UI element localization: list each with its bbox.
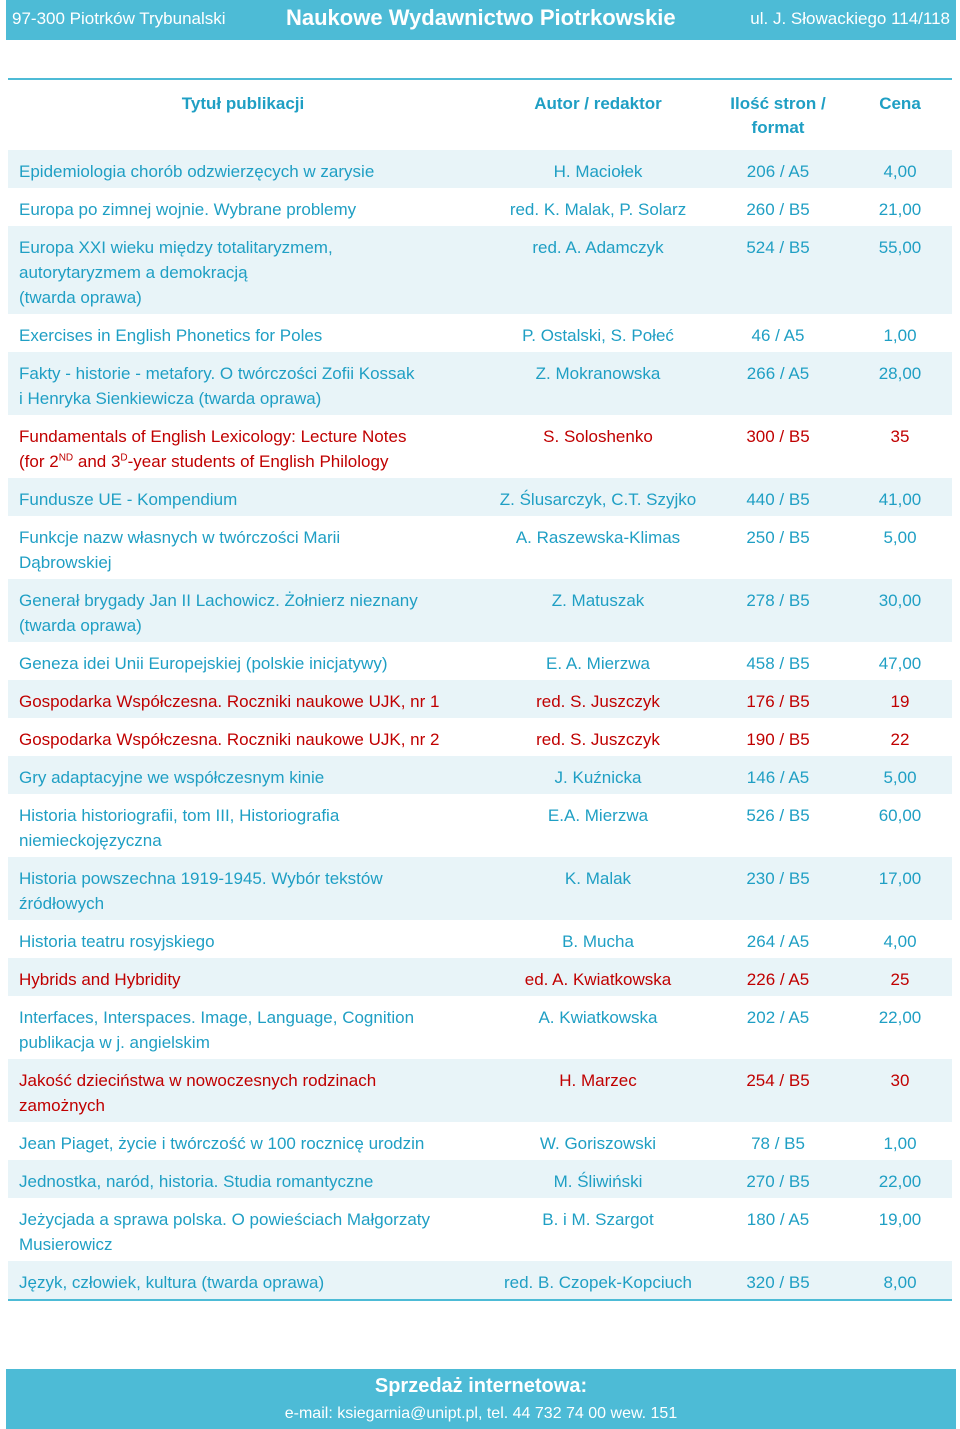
publication-price: 4,00 (883, 932, 917, 951)
column-header-author: Autor / redaktor (534, 94, 662, 113)
publication-price: 1,00 (883, 326, 917, 345)
publication-title (19, 651, 474, 676)
publication-pages: 230 / B5 (746, 869, 810, 888)
publication-title (19, 1207, 474, 1257)
table-row (8, 958, 952, 996)
title-fragment-sup2: D (120, 452, 128, 464)
publication-author: W. Goriszowski (539, 1134, 657, 1153)
column-header-pages (708, 92, 848, 140)
table-row (8, 1059, 952, 1122)
publication-title (19, 967, 474, 992)
publication-author: A. Raszewska-Klimas (515, 528, 681, 547)
publication-pages: 78 / B5 (751, 1134, 805, 1153)
publication-author: E.A. Mierzwa (547, 806, 649, 825)
publication-title (19, 1270, 474, 1295)
table-row (8, 1198, 952, 1261)
title-line: (twarda oprawa) (19, 288, 142, 307)
publication-title (19, 323, 474, 348)
publication-pages: 202 / A5 (746, 1008, 810, 1027)
title-line-superscript (19, 452, 388, 471)
table-row (8, 794, 952, 857)
publication-pages: 458 / B5 (746, 654, 810, 673)
title-line: i Henryka Sienkiewicza (twarda oprawa) (19, 389, 322, 408)
table-row (8, 920, 952, 958)
publication-pages: 190 / B5 (746, 730, 810, 749)
table-row (8, 756, 952, 794)
title-line: publikacja w j. angielskim (19, 1033, 210, 1052)
publication-title (19, 1169, 474, 1194)
publication-pages: 146 / A5 (746, 768, 810, 787)
publication-pages: 254 / B5 (746, 1071, 810, 1090)
publication-author: S. Soloshenko (543, 427, 653, 446)
publication-author: J. Kuźnicka (554, 768, 642, 787)
address-left: 97-300 Piotrków Trybunalski (12, 9, 226, 28)
footer-banner (6, 1369, 956, 1429)
title-line: Jeżycjada a sprawa polska. O powieściach Małgorzaty (19, 1210, 431, 1229)
table-row (8, 415, 952, 478)
publication-price: 17,00 (878, 869, 922, 888)
table-row (8, 352, 952, 415)
title-line: Interfaces, Interspaces. Image, Language, Cognition (19, 1008, 415, 1027)
title-line: Hybrids and Hybridity (19, 970, 181, 989)
title-line: Epidemiologia chorób odzwierzęcych w zarysie (19, 162, 375, 181)
title-line: Historia powszechna 1919-1945. Wybór tekstów (19, 869, 383, 888)
table-row (8, 1122, 952, 1160)
publication-author: Z. Ślusarczyk, C.T. Szyjko (499, 490, 697, 509)
table-row (8, 516, 952, 579)
publication-author: H. Marzec (559, 1071, 637, 1090)
column-header-pages-line1: Ilość stron / (730, 94, 826, 113)
table-row (8, 1160, 952, 1198)
title-line: Jean Piaget, życie i twórczość w 100 rocznicę urodzin (19, 1134, 425, 1153)
address-right: ul. J. Słowackiego 114/118 (750, 9, 950, 28)
publication-author: Z. Matuszak (551, 591, 645, 610)
title-line: Język, człowiek, kultura (twarda oprawa) (19, 1273, 325, 1292)
publication-pages: 300 / B5 (746, 427, 810, 446)
publication-pages: 526 / B5 (746, 806, 810, 825)
publication-price: 21,00 (878, 200, 922, 219)
publication-title (19, 424, 474, 474)
table-row (8, 996, 952, 1059)
footer-contact: e-mail: ksiegarnia@unipt.pl, tel. 44 732 74 00 wew. 151 (284, 1405, 678, 1422)
title-line: Historia teatru rosyjskiego (19, 932, 215, 951)
publication-pages: 264 / A5 (746, 932, 810, 951)
publication-price: 1,00 (883, 1134, 917, 1153)
publication-price: 28,00 (878, 364, 922, 383)
title-line: Fundusze UE - Kompendium (19, 490, 238, 509)
publication-pages: 270 / B5 (746, 1172, 810, 1191)
publication-price: 5,00 (883, 528, 917, 547)
publication-title (19, 689, 474, 714)
publication-pages: 524 / B5 (746, 238, 810, 257)
publication-pages: 180 / A5 (746, 1210, 810, 1229)
table-bottom-border (8, 1299, 952, 1301)
publication-pages: 266 / A5 (746, 364, 810, 383)
publication-author: red. S. Juszczyk (536, 730, 660, 749)
publication-author: ed. A. Kwiatkowska (524, 970, 672, 989)
publication-title (19, 803, 474, 853)
title-line: Gry adaptacyjne we współczesnym kinie (19, 768, 325, 787)
title-line: Europa po zimnej wojnie. Wybrane problemy (19, 200, 357, 219)
table-row (8, 579, 952, 642)
publication-author: E. A. Mierzwa (546, 654, 650, 673)
table-row (8, 150, 952, 188)
title-line: autorytaryzmem a demokracją (19, 263, 248, 282)
publication-price: 22,00 (878, 1008, 922, 1027)
publication-price: 60,00 (878, 806, 922, 825)
publication-title (19, 197, 474, 222)
publication-author: B. i M. Szargot (542, 1210, 654, 1229)
title-line: Fundamentals of English Lexicology: Lecture Notes (19, 427, 407, 446)
publication-price: 22 (890, 730, 910, 749)
title-line: Historia historiografii, tom III, Historiografia (19, 806, 340, 825)
title-line: Gospodarka Współczesna. Roczniki naukowe UJK, nr 2 (19, 730, 440, 749)
publication-price: 22,00 (878, 1172, 922, 1191)
publication-title (19, 727, 474, 752)
title-fragment-suffix: -year students of English Philology (127, 452, 389, 471)
publication-author: red. S. Juszczyk (536, 692, 660, 711)
publication-price: 19 (890, 692, 910, 711)
publication-price: 35 (890, 427, 910, 446)
publication-title (19, 1068, 474, 1118)
table-row (8, 718, 952, 756)
publication-pages: 226 / A5 (746, 970, 810, 989)
table-row (8, 478, 952, 516)
title-line: Europa XXI wieku między totalitaryzmem, (19, 238, 333, 257)
publication-title (19, 487, 474, 512)
title-line: Jakość dzieciństwa w nowoczesnych rodzinach (19, 1071, 377, 1090)
publication-title (19, 588, 474, 638)
title-fragment-sup1: ND (58, 452, 74, 464)
table-row (8, 1261, 952, 1299)
publication-title (19, 235, 474, 310)
publication-author: A. Kwiatkowska (538, 1008, 658, 1027)
footer-title: Sprzedaż internetowa: (374, 1375, 588, 1397)
publication-pages: 440 / B5 (746, 490, 810, 509)
publication-author: P. Ostalski, S. Połeć (522, 326, 674, 345)
publication-pages: 250 / B5 (746, 528, 810, 547)
table-row (8, 314, 952, 352)
top-banner (6, 0, 956, 40)
title-line: Fakty - historie - metafory. O twórczości Zofii Kossak (19, 364, 415, 383)
publication-author: red. K. Malak, P. Solarz (509, 200, 687, 219)
table-row (8, 188, 952, 226)
title-line: Funkcje nazw własnych w twórczości Marii (19, 528, 341, 547)
title-line: Geneza idei Unii Europejskiej (polskie inicjatywy) (19, 654, 388, 673)
publisher-name: Naukowe Wydawnictwo Piotrkowskie (286, 5, 676, 30)
publication-pages: 260 / B5 (746, 200, 810, 219)
title-line: Gospodarka Współczesna. Roczniki naukowe UJK, nr 1 (19, 692, 440, 711)
title-fragment-mid: and 3 (73, 452, 121, 471)
publication-price: 8,00 (883, 1273, 917, 1292)
table-row (8, 857, 952, 920)
table-header (8, 78, 952, 150)
title-line: Jednostka, naród, historia. Studia romantyczne (19, 1172, 374, 1191)
title-line: Generał brygady Jan II Lachowicz. Żołnierz nieznany (19, 591, 418, 610)
publication-title (19, 1005, 474, 1055)
publication-author: red. B. Czopek-Kopciuch (503, 1273, 693, 1292)
title-line: niemieckojęzyczna (19, 831, 162, 850)
publication-title (19, 1131, 474, 1156)
publication-price: 25 (890, 970, 910, 989)
publication-price: 5,00 (883, 768, 917, 787)
publication-title (19, 159, 474, 184)
column-header-pages-line2: format (751, 118, 805, 137)
publication-author: B. Mucha (562, 932, 634, 951)
publication-title (19, 361, 474, 411)
publication-pages: 278 / B5 (746, 591, 810, 610)
column-header-title: Tytuł publikacji (181, 94, 305, 113)
publication-title (19, 525, 474, 575)
publication-price: 30,00 (878, 591, 922, 610)
publication-pages: 320 / B5 (746, 1273, 810, 1292)
publication-price: 47,00 (878, 654, 922, 673)
publication-title (19, 929, 474, 954)
publication-author: M. Śliwiński (553, 1172, 643, 1191)
publication-author: K. Malak (564, 869, 632, 888)
title-line: zamożnych (19, 1096, 105, 1115)
publication-author: H. Maciołek (553, 162, 643, 181)
title-line: Musierowicz (19, 1235, 113, 1254)
publication-title (19, 765, 474, 790)
column-header-price: Cena (879, 94, 921, 113)
publication-price: 30 (890, 1071, 910, 1090)
publication-pages: 206 / A5 (746, 162, 810, 181)
publication-author: red. A. Adamczyk (532, 238, 664, 257)
publication-price: 4,00 (883, 162, 917, 181)
publications-table (8, 78, 952, 1301)
title-line: źródłowych (19, 894, 105, 913)
publication-pages: 46 / A5 (751, 326, 805, 345)
publication-price: 19,00 (878, 1210, 922, 1229)
title-line: Dąbrowskiej (19, 553, 112, 572)
publication-pages: 176 / B5 (746, 692, 810, 711)
table-body (8, 150, 952, 1299)
title-fragment-prefix: (for 2 (19, 452, 59, 471)
table-row (8, 680, 952, 718)
table-row (8, 642, 952, 680)
publication-price: 55,00 (878, 238, 922, 257)
publication-price: 41,00 (878, 490, 922, 509)
publication-title (19, 866, 474, 916)
table-row (8, 226, 952, 314)
title-line: Exercises in English Phonetics for Poles (19, 326, 323, 345)
title-line: (twarda oprawa) (19, 616, 142, 635)
publication-author: Z. Mokranowska (535, 364, 661, 383)
